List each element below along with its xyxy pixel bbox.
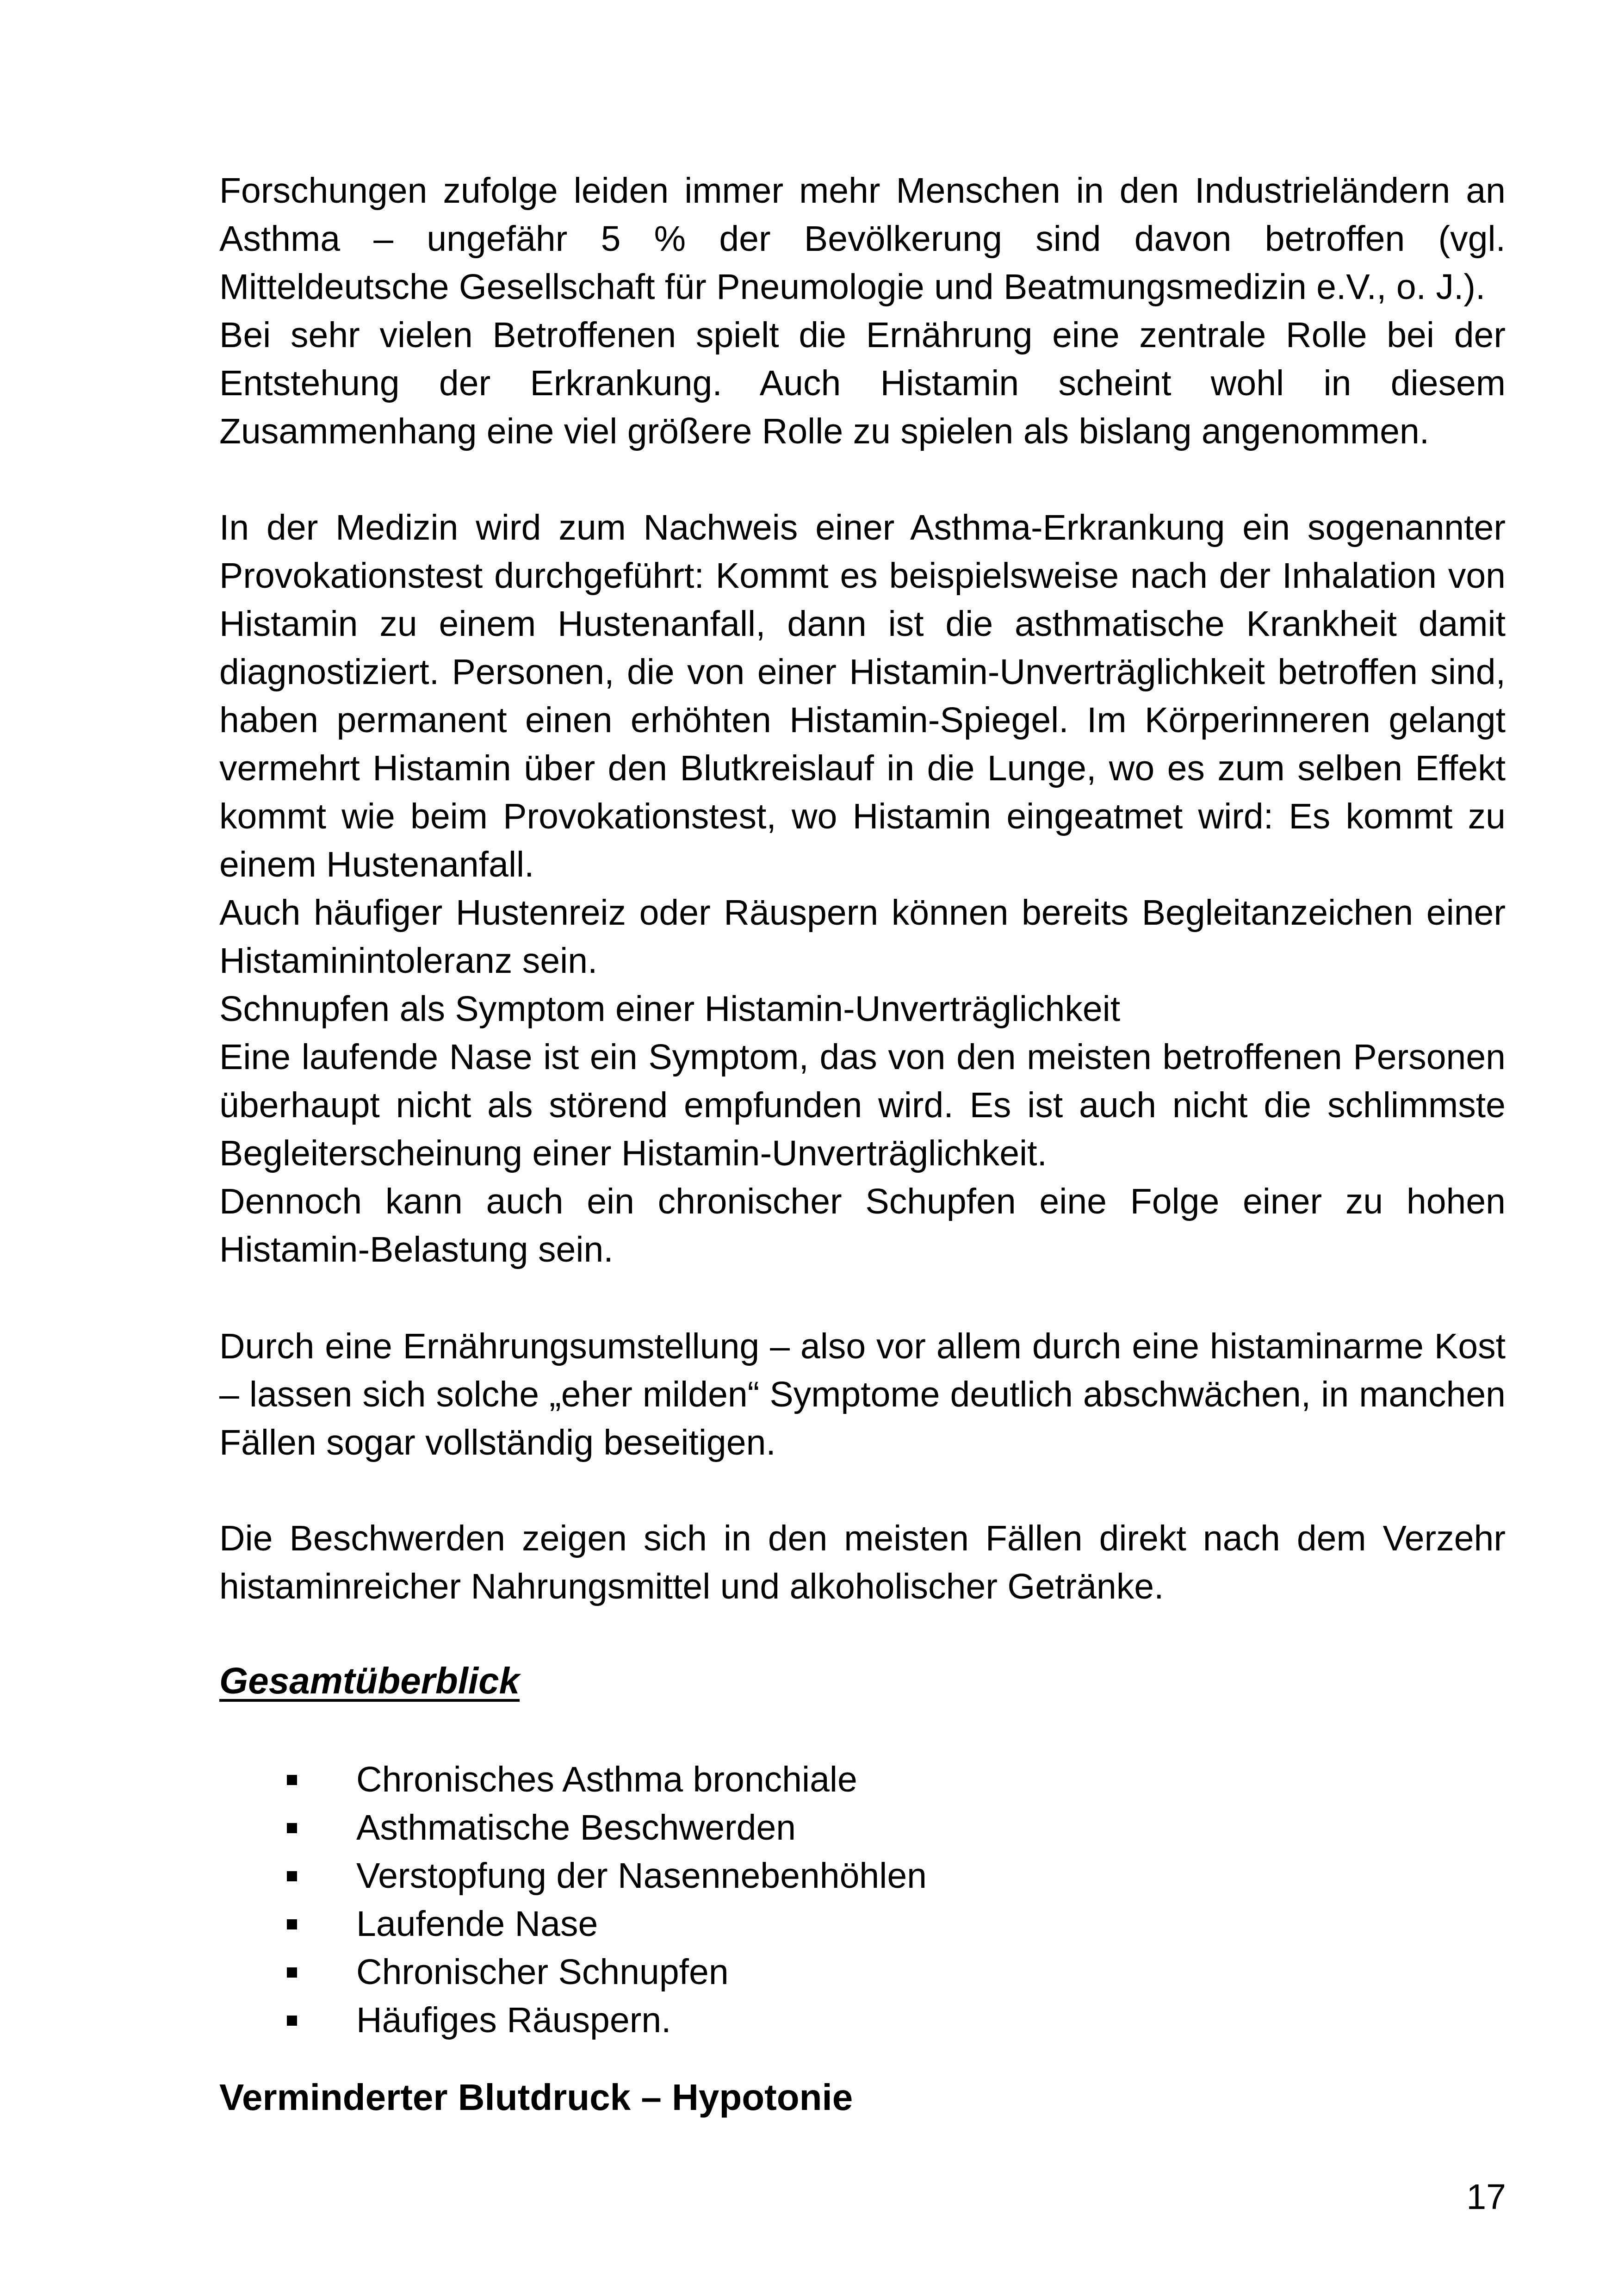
paragraph-line: Forschungen zufolge leiden immer mehr Menschen in den Industrieländern an Asthma – ungefähr 5 % der Bevölkerung sind davon betroffen (vgl. Mitteldeutsche Gesellschaft für Pneumologie und Beatmungsmedizin e.V., o. J.). (219, 171, 1506, 307)
square-bullet-icon (287, 1967, 297, 1978)
paragraph-line: Durch eine Ernährungsumstellung – also vor allem durch eine histaminarme Kost – lassen sich solche „eher milden“ Symptome deutlich abschwächen, in manchen Fällen sogar vollständig beseitigen. (219, 1326, 1506, 1462)
list-item-text: Chronischer Schnupfen (356, 1952, 729, 1992)
paragraph-line: In der Medizin wird zum Nachweis einer Asthma-Erkrankung ein sogenannter Provokationstest durchgeführt: Kommt es beispielsweise nach der Inhalation von Histamin zu einem Hustenanfall, dann ist die asthmatische Krankheit damit diagnostiziert. Personen, die von einer Histamin-Unverträglichkeit betroffen sind, haben permanent einen erhöhten Histamin-Spiegel. Im Körperinneren gelangt vermehrt Histamin über den Blutkreislauf in die Lunge, wo es zum selben Effekt kommt wie beim Provokationstest, wo Histamin eingeatmet wird: Es kommt zu einem Hustenanfall. (219, 508, 1506, 884)
list-item (287, 1900, 927, 1948)
paragraph-asthma-intro (219, 167, 1506, 455)
list-item (287, 1852, 927, 1900)
list-item-text: Asthmatische Beschwerden (356, 1808, 796, 1848)
square-bullet-icon (287, 1871, 297, 1881)
paragraph-line: Dennoch kann auch ein chronischer Schupfen eine Folge einer zu hohen Histamin-Belastung sein. (219, 1182, 1506, 1269)
square-bullet-icon (287, 1919, 297, 1929)
list-item-text: Verstopfung der Nasennebenhöhlen (356, 1856, 927, 1896)
list-item (287, 1755, 927, 1804)
list-item (287, 1996, 927, 2044)
overview-list (287, 1755, 927, 2044)
square-bullet-icon (287, 2016, 297, 2026)
paragraph-line: Auch häufiger Hustenreiz oder Räuspern können bereits Begleitanzeichen einer Histaminintoleranz sein. (219, 893, 1506, 981)
paragraph-diet-change (219, 1322, 1506, 1467)
paragraph-complaints (219, 1514, 1506, 1611)
page-number: 17 (1466, 2177, 1506, 2217)
paragraph-line: Die Beschwerden zeigen sich in den meisten Fällen direkt nach dem Verzehr histaminreicher Nahrungsmittel und alkoholischer Getränke. (219, 1518, 1506, 1606)
square-bullet-icon (287, 1775, 297, 1785)
paragraph-provocation-test (219, 504, 1506, 1274)
list-item (287, 1804, 927, 1852)
list-item (287, 1948, 927, 1996)
square-bullet-icon (287, 1823, 297, 1833)
paragraph-line: Bei sehr vielen Betroffenen spielt die Ernährung eine zentrale Rolle bei der Entstehung der Erkrankung. Auch Histamin scheint wohl in diesem Zusammenhang eine viel größere Rolle zu spielen als bislang angenommen. (219, 315, 1506, 451)
list-item-text: Laufende Nase (356, 1904, 598, 1944)
paragraph-line: Schnupfen als Symptom einer Histamin-Unverträglichkeit (219, 989, 1121, 1029)
list-item-text: Häufiges Räuspern. (356, 2000, 671, 2040)
list-item-text: Chronisches Asthma bronchiale (356, 1760, 857, 1799)
section-heading-hypotonia: Verminderter Blutdruck – Hypotonie (219, 2077, 853, 2118)
paragraph-line: Eine laufende Nase ist ein Symptom, das von den meisten betroffenen Personen überhaupt nicht als störend empfunden wird. Es ist auch nicht die schlimmste Begleiterscheinung einer Histamin-Unverträglichkeit. (219, 1037, 1506, 1173)
overview-heading: Gesamtüberblick (219, 1660, 520, 1701)
